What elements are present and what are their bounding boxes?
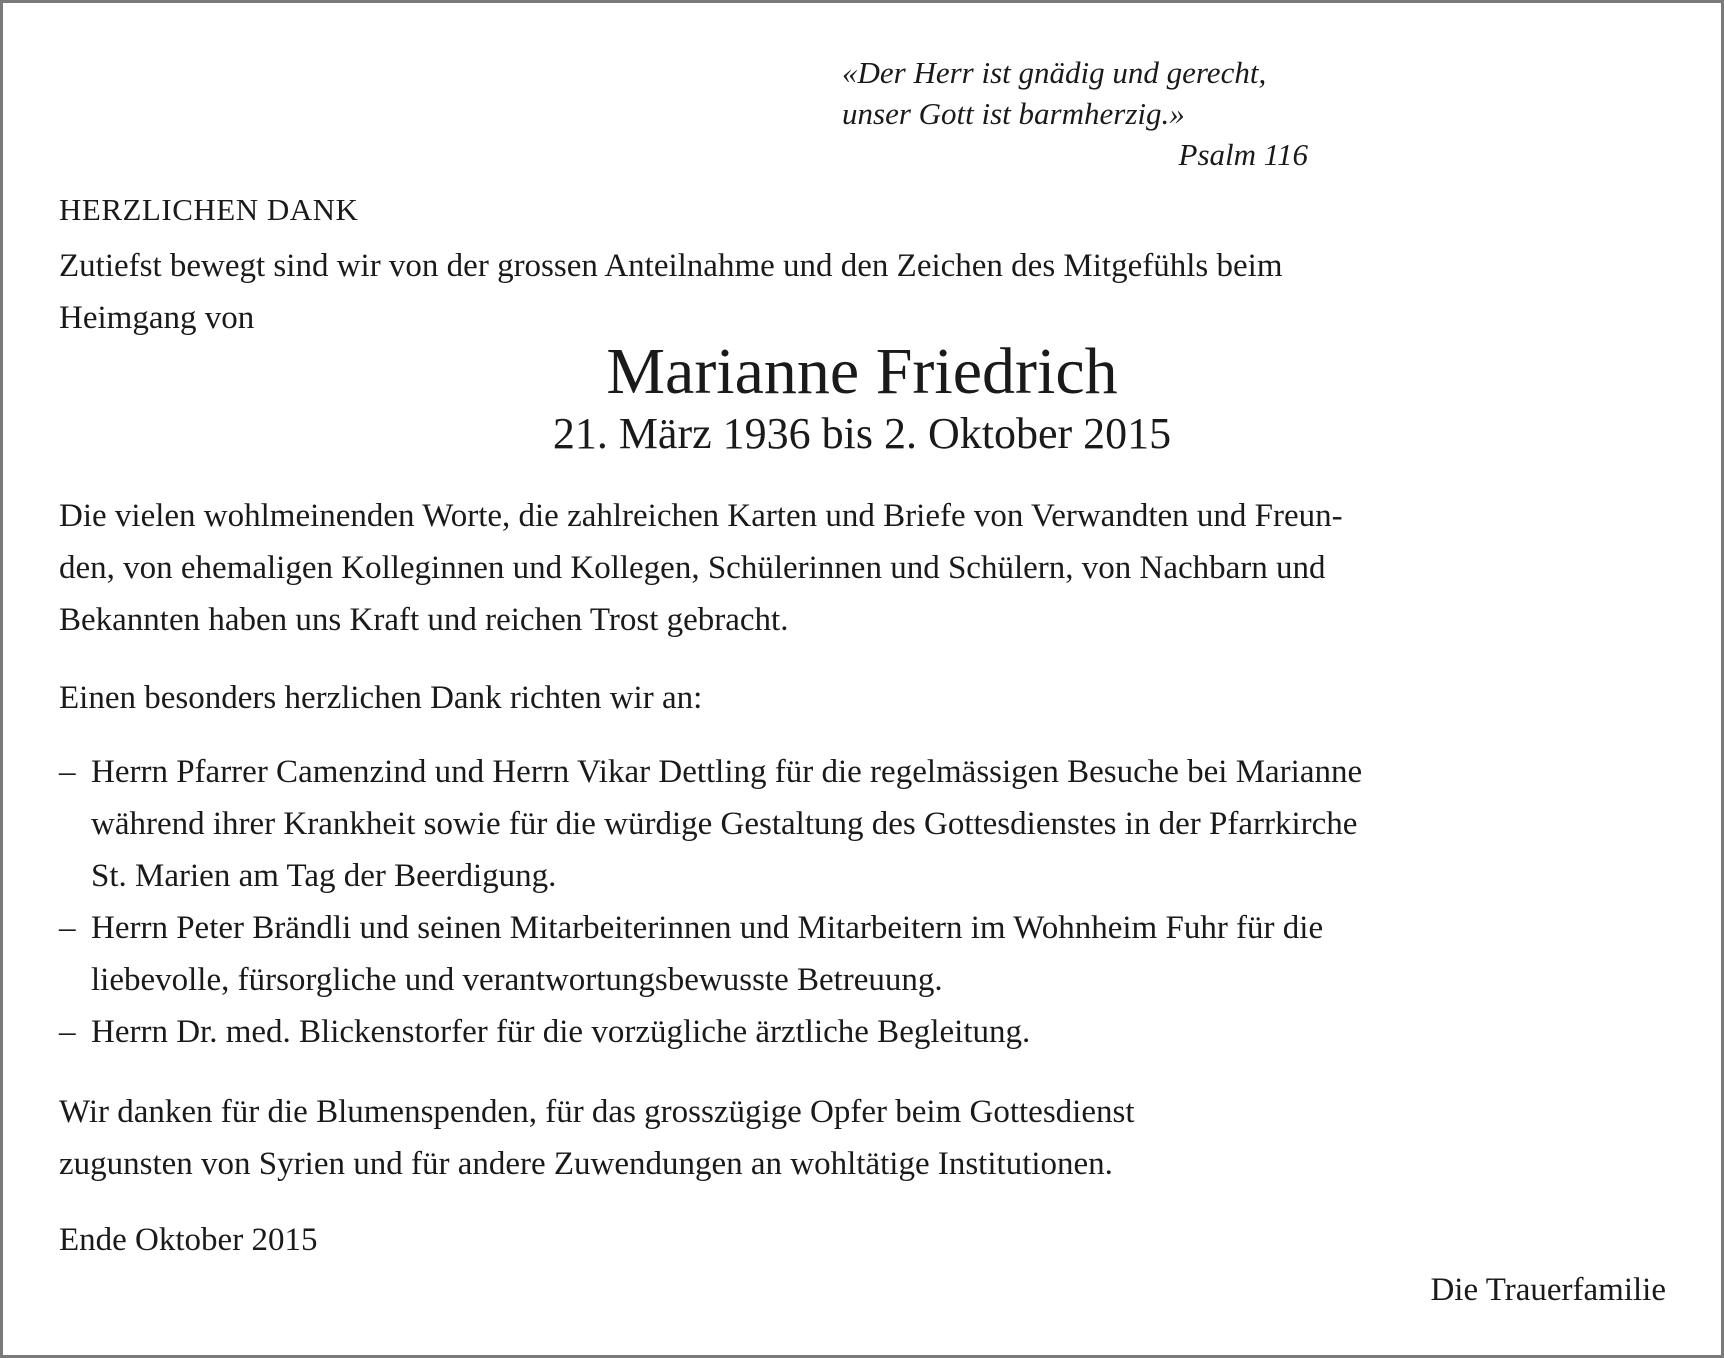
paragraph3-line-1: Wir danken für die Blumenspenden, für das grosszügige Opfer beim Gottesdienst (59, 1094, 1135, 1130)
list-item-3-line-1: Herrn Dr. med. Blickenstorfer für die vorzügliche ärztliche Begleitung. (91, 1014, 1031, 1050)
quote-line-2: unser Gott ist barmherzig.» (842, 96, 1185, 131)
paragraph-special-thanks (59, 672, 702, 724)
list-dash: – (59, 1014, 76, 1050)
paragraph2-line: Einen besonders herzlichen Dank richten wir an: (59, 680, 703, 716)
list-item (59, 902, 1679, 1006)
intro-line-1: Zutiefst bewegt sind wir von der grossen Anteilnahme und den Zeichen des Mitgefühls beim (59, 248, 1283, 284)
intro-paragraph (59, 240, 1669, 344)
notice-heading: HERZLICHEN DANK (59, 192, 359, 227)
list-item (59, 746, 1679, 902)
notice-date: Ende Oktober 2015 (59, 1222, 318, 1258)
list-dash: – (59, 910, 76, 946)
deceased-name: Marianne Friedrich (606, 335, 1118, 408)
list-item-1-line-2: während ihrer Krankheit sowie für die würdige Gestaltung des Gottesdienstes in der Pfarrkirche (91, 806, 1358, 842)
quote-source: Psalm 116 (1178, 137, 1308, 172)
list-item-1-line-1: Herrn Pfarrer Camenzind und Herrn Vikar Dettling für die regelmässigen Besuche bei Marianne (91, 754, 1363, 790)
paragraph-words-cards (59, 490, 1679, 646)
list-item (59, 1006, 1679, 1058)
paragraph3-line-2: zugunsten von Syrien und für andere Zuwendungen an wohltätige Institutionen. (59, 1146, 1113, 1182)
signature: Die Trauerfamilie (1430, 1272, 1666, 1308)
intro-line-2: Heimgang von (59, 300, 255, 336)
bible-quote (842, 52, 1312, 175)
quote-line-1: «Der Herr ist gnädig und gerecht, (842, 55, 1267, 90)
paragraph1-line-2: den, von ehemaligen Kolleginnen und Kollegen, Schülerinnen und Schülern, von Nachbarn und (59, 550, 1326, 586)
thanks-list (59, 746, 1679, 1058)
paragraph1-line-1: Die vielen wohlmeinenden Worte, die zahlreichen Karten und Briefe von Verwandten und Freun- (59, 498, 1343, 534)
paragraph-donations (59, 1086, 1134, 1190)
list-dash: – (59, 754, 76, 790)
list-item-2-line-1: Herrn Peter Brändli und seinen Mitarbeiterinnen und Mitarbeitern im Wohnheim Fuhr für die (91, 910, 1324, 946)
paragraph1-line-3: Bekannten haben uns Kraft und reichen Trost gebracht. (59, 602, 789, 638)
list-item-2-line-2: liebevolle, fürsorgliche und verantwortungsbewusste Betreuung. (91, 962, 943, 998)
list-item-1-line-3: St. Marien am Tag der Beerdigung. (91, 858, 557, 894)
deceased-dates: 21. März 1936 bis 2. Oktober 2015 (552, 409, 1172, 458)
